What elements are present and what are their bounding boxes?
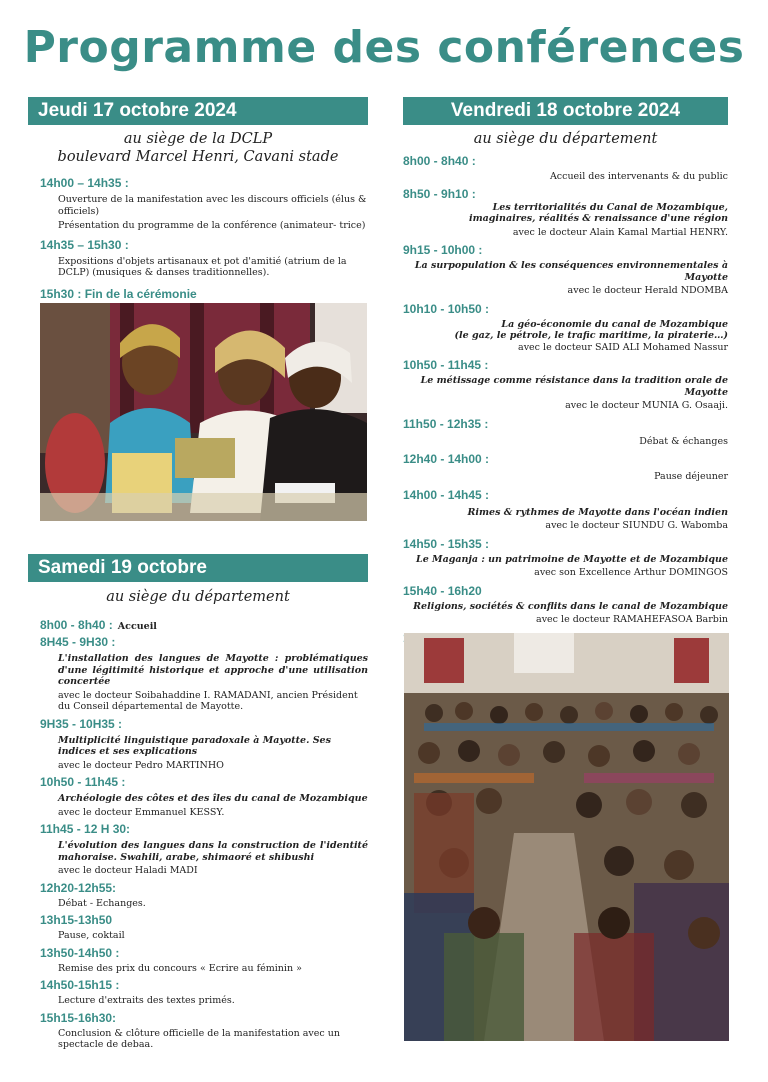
friday-time-10: 15h40 - 16h20 <box>403 583 482 598</box>
friday-title-10: Religions, sociétés & conflits dans le canal de Mozambique <box>413 600 728 612</box>
saturday-time-1: 8h00 - 8h40 : <box>40 618 113 632</box>
friday-time-8: 14h00 - 14h45 : <box>403 487 490 502</box>
friday-time-9: 14h50 - 15h35 : <box>403 536 490 551</box>
thursday-desc-1a: Ouverture de la manifestation avec les discours officiels (élus & officiels) <box>58 194 367 217</box>
saturday-time-3: 9H35 - 10H35 : <box>40 716 123 731</box>
saturday-title-4: Archéologie des côtes et des îles du canal de Mozambique <box>58 793 368 804</box>
friday-title-3: La surpopulation & les conséquences environnementales à Mayotte <box>414 260 728 283</box>
saturday-speaker-2: avec le docteur Soibahaddine I. RAMADANI, ancien Président du Conseil départemental de Mayotte. <box>58 689 358 712</box>
thursday-desc-2: Expositions d'objets artisanaux et pot d'amitié (atrium de la DCLP) (musiques & danses traditionnelles). <box>58 255 347 278</box>
saturday-desc-7: Pause, coktail <box>58 930 125 941</box>
saturday-slot-1 <box>40 614 368 633</box>
friday-speaker-9: avec son Excellence Arthur DOMINGOS <box>534 567 728 578</box>
thursday-venue-2: boulevard Marcel Henri, Cavani stade <box>57 149 339 165</box>
thursday-header: Jeudi 17 octobre 2024 <box>28 97 368 125</box>
page-title: Programme des conférences <box>23 22 745 73</box>
thursday-time-3: 15h30 : Fin de la cérémonie <box>40 286 197 301</box>
saturday-title-5: L'évolution des langues dans la construction de l'identité mahoraise. Swahili, arabe, shimaoré et shibushi <box>58 840 368 863</box>
friday-speaker-5: avec le docteur MUNIA G. Osaaji. <box>565 400 728 411</box>
friday-desc-6: Débat & échanges <box>639 435 728 447</box>
friday-title-8: Rimes & rythmes de Mayotte dans l'océan indien <box>467 506 728 518</box>
saturday-speaker-3: avec le docteur Pedro MARTINHO <box>58 759 224 771</box>
friday-speaker-4: avec le docteur SAID ALI Mohamed Nassur <box>518 341 728 353</box>
friday-time-2: 8h50 - 9h10 : <box>403 186 476 201</box>
saturday-time-4: 10h50 - 11h45 : <box>40 775 126 789</box>
saturday-desc-8: Remise des prix du concours « Ecrire au féminin » <box>58 962 302 974</box>
friday-speaker-10: avec le docteur RAMAHEFASOA Barbin <box>536 614 728 625</box>
friday-speaker-3: avec le docteur Herald NDOMBA <box>567 285 728 296</box>
saturday-time-9: 14h50-15h15 : <box>40 978 120 992</box>
saturday-title-3: Multiplicité linguistique paradoxale à Mayotte. Ses indices et ses explications <box>58 734 331 757</box>
thursday-section <box>28 97 368 302</box>
friday-time-1: 8h00 - 8h40 : <box>403 154 476 168</box>
thursday-desc-1b: Présentation du programme de la conférence (animateur- trice) <box>58 220 366 231</box>
saturday-time-6: 12h20-12h55: <box>40 880 117 895</box>
friday-title-2: Les territorialités du Canal de Mozambique, imaginaires, réalités & renaissance d'une région <box>468 201 728 224</box>
conference-hall-photo <box>404 633 729 1041</box>
saturday-time-2: 8H45 - 9H30 : <box>40 635 116 649</box>
friday-time-6: 11h50 - 12h35 : <box>403 416 489 431</box>
friday-title-4: La géo-économie du canal de Mozambique <box>501 318 728 330</box>
saturday-desc-1: Accueil <box>117 621 157 632</box>
saturday-time-5: 11h45 - 12 H 30: <box>40 822 131 836</box>
friday-speaker-2: avec le docteur Alain Kamal Martial HENRY. <box>512 226 728 238</box>
friday-venue: au siège du département <box>473 131 658 147</box>
friday-section <box>403 97 728 661</box>
saturday-time-10: 15h15-16h30: <box>40 1010 117 1025</box>
friday-title-4b: (le gaz, le pétrole, le trafic maritime, la piraterie…) <box>454 330 728 341</box>
audience-women-photo <box>40 303 367 521</box>
friday-title-9: Le Maganja : un patrimoine de Mayotte et de Mozambique <box>416 553 728 565</box>
thursday-time-1: 14h00 – 14h35 : <box>40 176 129 190</box>
friday-title-5: Le métissage comme résistance dans la tradition orale de Mayotte <box>420 375 728 398</box>
saturday-time-8: 13h50-14h50 : <box>40 945 120 960</box>
friday-header: Vendredi 18 octobre 2024 <box>403 97 728 125</box>
friday-desc-1: Accueil des intervenants & du public <box>549 171 728 182</box>
saturday-desc-9: Lecture d'extraits des textes primés. <box>58 995 235 1006</box>
saturday-title-2: L'installation des langues de Mayotte : problématiques d'une légitimité historique et approche d'une utilisation concertée <box>58 653 368 687</box>
friday-time-4: 10h10 - 10h50 : <box>403 301 490 316</box>
friday-time-7: 12h40 - 14h00 : <box>403 452 490 466</box>
saturday-venue: au siège du département <box>106 589 290 605</box>
saturday-speaker-5: avec le docteur Haladi MADI <box>58 865 198 876</box>
saturday-time-7: 13h15-13h50 <box>40 913 113 927</box>
friday-speaker-8: avec le docteur SIUNDU G. Wabomba <box>545 520 728 531</box>
friday-time-3: 9h15 - 10h00 : <box>403 243 483 257</box>
saturday-desc-6: Débat - Echanges. <box>58 897 146 909</box>
friday-desc-7: Pause déjeuner <box>654 471 728 482</box>
saturday-speaker-4: avec le docteur Emmanuel KESSY. <box>58 806 225 818</box>
thursday-venue-1: au siège de la DCLP <box>123 131 273 147</box>
saturday-section <box>28 554 368 1051</box>
friday-time-5: 10h50 - 11h45 : <box>403 358 489 372</box>
thursday-time-2: 14h35 – 15h30 : <box>40 237 129 252</box>
saturday-header: Samedi 19 octobre <box>28 554 368 582</box>
saturday-desc-10: Conclusion & clôture officielle de la manifestation avec un spectacle de debaa. <box>58 1027 340 1050</box>
